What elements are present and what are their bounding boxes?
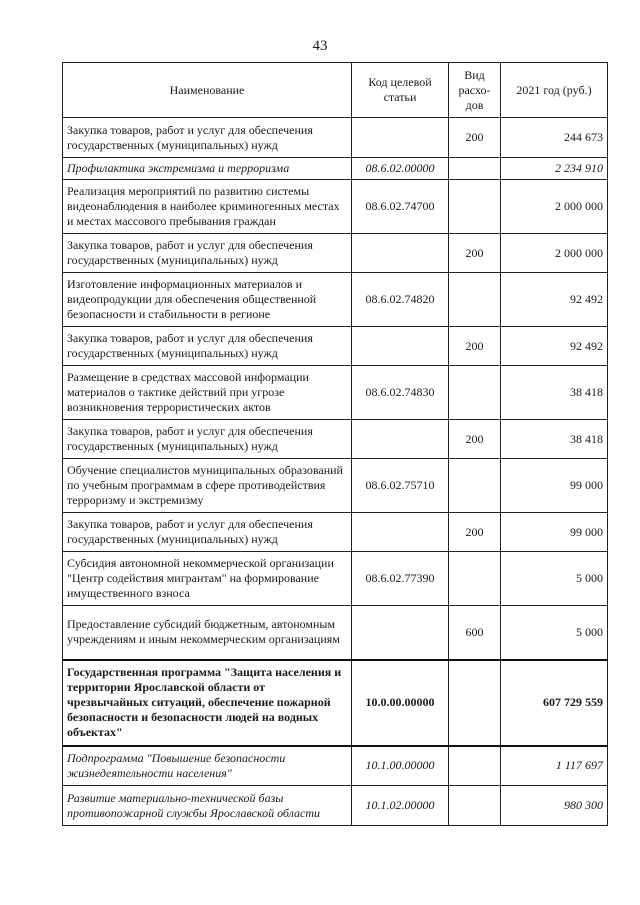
- row-amount-cell: 2 000 000: [501, 180, 608, 234]
- row-amount-cell: 244 673: [501, 118, 608, 158]
- table-row: [63, 660, 608, 746]
- table-row: [63, 273, 608, 327]
- table-row: [63, 366, 608, 420]
- table-row: [63, 180, 608, 234]
- table-row: [63, 746, 608, 786]
- row-amount-cell: 980 300: [501, 786, 608, 826]
- row-code-cell: [352, 327, 449, 366]
- row-type-cell: 200: [449, 513, 501, 552]
- row-amount-cell: 1 117 697: [501, 746, 608, 786]
- row-code-cell: 08.6.02.00000: [352, 158, 449, 180]
- table-row: [63, 158, 608, 180]
- row-code-cell: 08.6.02.77390: [352, 552, 449, 606]
- table-row: [63, 786, 608, 826]
- row-amount-cell: 607 729 559: [501, 660, 608, 746]
- table-row: [63, 459, 608, 513]
- header-code: Код целевой статьи: [352, 63, 449, 118]
- row-type-cell: [449, 786, 501, 826]
- row-name-cell: Закупка товаров, работ и услуг для обеспечения государственных (муниципальных) нужд: [63, 420, 352, 459]
- row-type-cell: 200: [449, 327, 501, 366]
- row-amount-cell: 92 492: [501, 273, 608, 327]
- table-row: [63, 552, 608, 606]
- row-type-cell: 200: [449, 234, 501, 273]
- table-row: [63, 606, 608, 660]
- row-amount-cell: 99 000: [501, 459, 608, 513]
- row-name-cell: Изготовление информационных материалов и видеопродукции для обеспечения общественной безопасности и стабильности в регионе: [63, 273, 352, 327]
- row-name-cell: Государственная программа "Защита населения и территории Ярославской области от чрезвычайных ситуаций, обеспечение пожарной безопасности и безопасности людей на водных объектах": [63, 660, 352, 746]
- row-code-cell: [352, 513, 449, 552]
- row-code-cell: 08.6.02.75710: [352, 459, 449, 513]
- row-code-cell: [352, 420, 449, 459]
- header-type: Вид расхо-дов: [449, 63, 501, 118]
- row-code-cell: 08.6.02.74820: [352, 273, 449, 327]
- row-name-cell: Обучение специалистов муниципальных образований по учебным программам в сфере противодействия терроризму и экстремизму: [63, 459, 352, 513]
- row-code-cell: [352, 118, 449, 158]
- row-code-cell: 08.6.02.74700: [352, 180, 449, 234]
- row-name-cell: Закупка товаров, работ и услуг для обеспечения государственных (муниципальных) нужд: [63, 118, 352, 158]
- table-header-row: [63, 63, 608, 118]
- row-name-cell: Профилактика экстремизма и терроризма: [63, 158, 352, 180]
- row-name-cell: Развитие материально-технической базы противопожарной службы Ярославской области: [63, 786, 352, 826]
- row-code-cell: [352, 606, 449, 660]
- row-name-cell: Закупка товаров, работ и услуг для обеспечения государственных (муниципальных) нужд: [63, 327, 352, 366]
- row-type-cell: [449, 552, 501, 606]
- page-number: 43: [312, 38, 328, 54]
- row-name-cell: Закупка товаров, работ и услуг для обеспечения государственных (муниципальных) нужд: [63, 513, 352, 552]
- row-name-cell: Закупка товаров, работ и услуг для обеспечения государственных (муниципальных) нужд: [63, 234, 352, 273]
- budget-table: [62, 62, 608, 826]
- row-amount-cell: 99 000: [501, 513, 608, 552]
- row-code-cell: 10.0.00.00000: [352, 660, 449, 746]
- row-code-cell: 08.6.02.74830: [352, 366, 449, 420]
- row-code-cell: 10.1.00.00000: [352, 746, 449, 786]
- row-type-cell: [449, 459, 501, 513]
- table-row: [63, 513, 608, 552]
- row-code-cell: 10.1.02.00000: [352, 786, 449, 826]
- table-row: [63, 327, 608, 366]
- row-amount-cell: 2 000 000: [501, 234, 608, 273]
- row-type-cell: 200: [449, 420, 501, 459]
- row-type-cell: [449, 366, 501, 420]
- header-amount: 2021 год (руб.): [501, 63, 608, 118]
- row-amount-cell: 5 000: [501, 552, 608, 606]
- row-type-cell: [449, 273, 501, 327]
- row-type-cell: [449, 158, 501, 180]
- row-name-cell: Предоставление субсидий бюджетным, автономным учреждениям и иным некоммерческим организациям: [63, 606, 352, 660]
- row-amount-cell: 92 492: [501, 327, 608, 366]
- row-name-cell: Субсидия автономной некоммерческой организации "Центр содействия мигрантам" на формирование имущественного взноса: [63, 552, 352, 606]
- row-type-cell: [449, 746, 501, 786]
- table-row: [63, 118, 608, 158]
- row-amount-cell: 2 234 910: [501, 158, 608, 180]
- row-amount-cell: 38 418: [501, 366, 608, 420]
- row-name-cell: Реализация мероприятий по развитию системы видеонаблюдения в наиболее криминогенных местах и местах массового пребывания граждан: [63, 180, 352, 234]
- row-amount-cell: 38 418: [501, 420, 608, 459]
- row-type-cell: [449, 660, 501, 746]
- header-name: Наименование: [63, 63, 352, 118]
- row-name-cell: Подпрограмма "Повышение безопасности жизнедеятельности населения": [63, 746, 352, 786]
- row-type-cell: 200: [449, 118, 501, 158]
- row-code-cell: [352, 234, 449, 273]
- row-name-cell: Размещение в средствах массовой информации материалов о тактике действий при угрозе возникновения террористических актов: [63, 366, 352, 420]
- row-amount-cell: 5 000: [501, 606, 608, 660]
- row-type-cell: 600: [449, 606, 501, 660]
- row-type-cell: [449, 180, 501, 234]
- table-row: [63, 420, 608, 459]
- table-row: [63, 234, 608, 273]
